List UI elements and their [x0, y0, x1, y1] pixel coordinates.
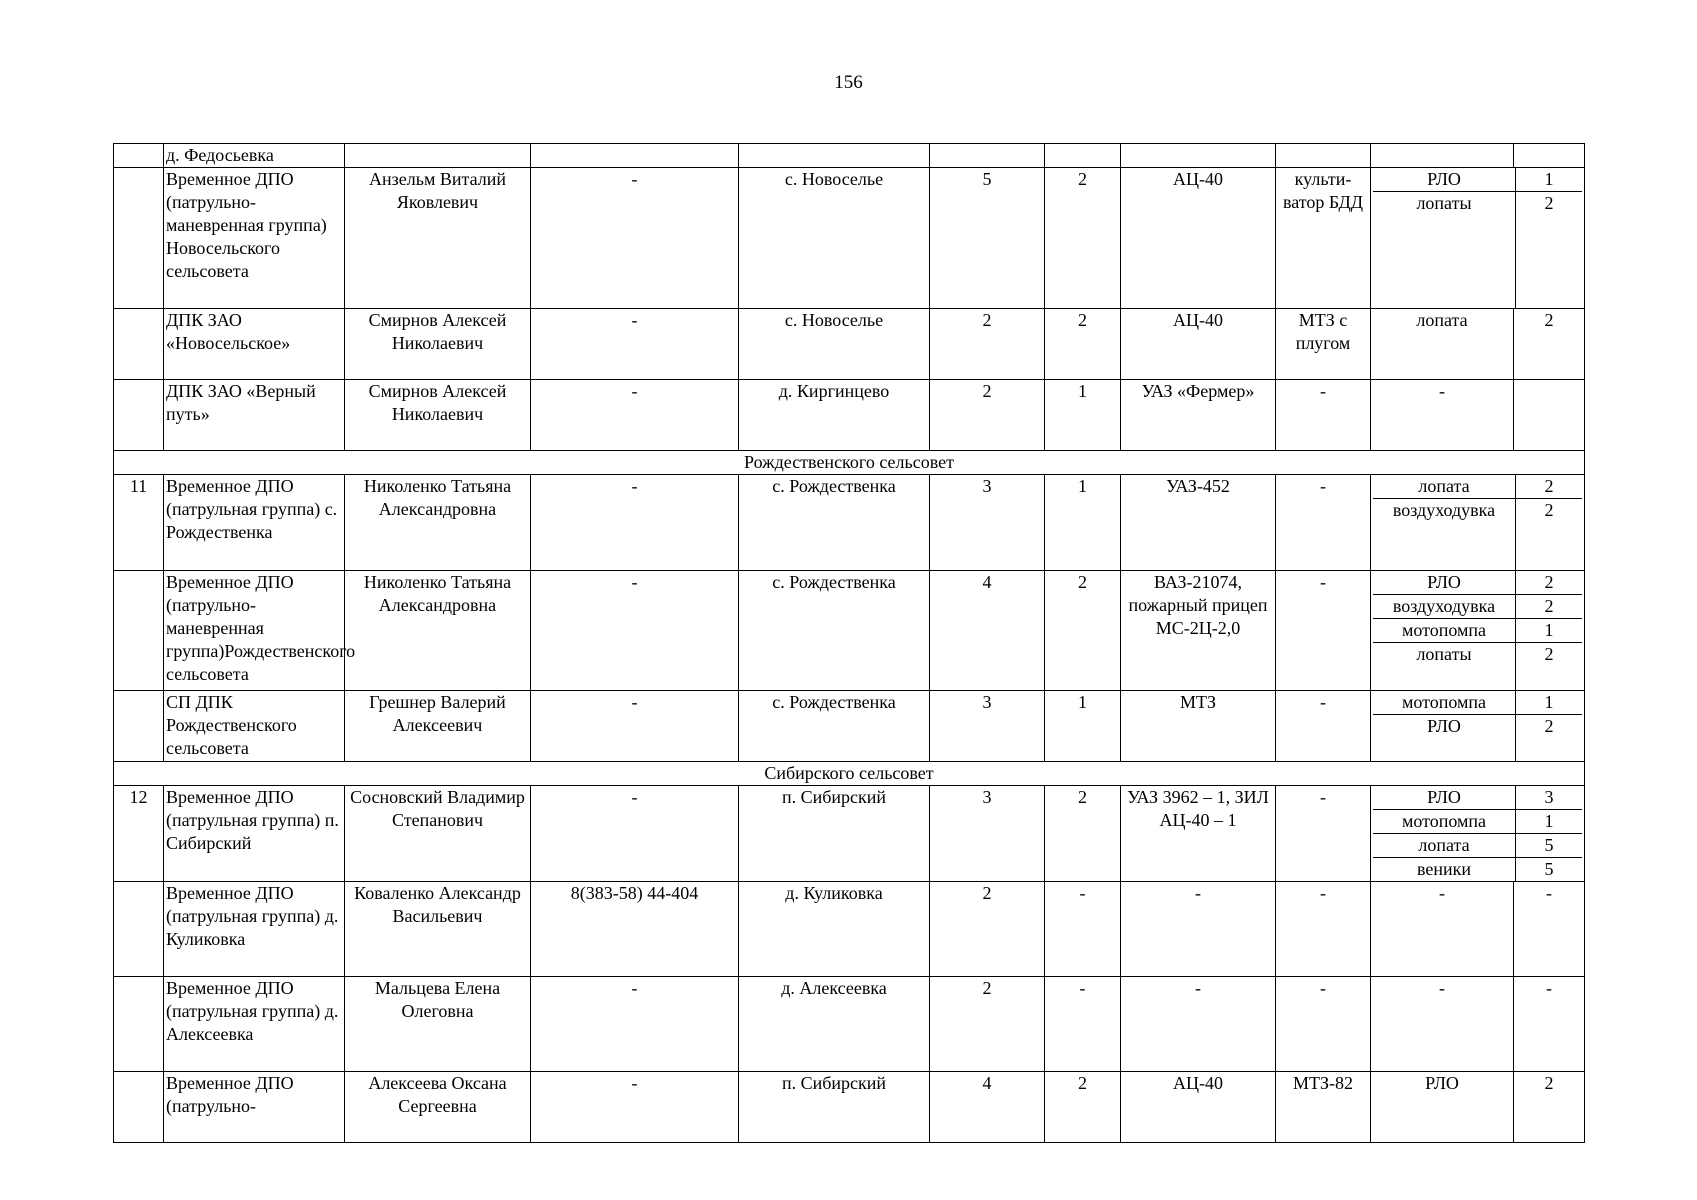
equipment-qty-cell: 2 [1514, 309, 1585, 380]
tech-cell: - [1276, 786, 1371, 882]
people-cell: 5 [930, 168, 1045, 309]
people-cell: 2 [930, 882, 1045, 977]
equipment-name-cell: - [1371, 380, 1514, 451]
table-row [114, 144, 1585, 168]
phone-cell: - [531, 475, 739, 571]
head-name-cell: Сосновский Владимир Степанович [345, 786, 531, 882]
section-title: Рождественского сельсовет [114, 451, 1585, 475]
tech-cell: - [1276, 691, 1371, 762]
place-cell: с. Новоселье [739, 309, 930, 380]
unit-name-cell: ДПК ЗАО «Новосельское» [164, 309, 345, 380]
equipment-qty-cell: - [1514, 882, 1585, 977]
units-cell: 1 [1045, 380, 1121, 451]
table-row [114, 309, 1585, 380]
equipment-name-cell: - [1371, 977, 1514, 1072]
equipment-line: лопата 2 [1373, 475, 1582, 499]
equipment-cell [1371, 571, 1585, 691]
phone-cell: - [531, 977, 739, 1072]
unit-name-cell: Временное ДПО (патрульно-маневренная группа)Рождественского сельсовета [164, 571, 345, 691]
units-cell: 2 [1045, 786, 1121, 882]
head-name-cell: Николенко Татьяна Александровна [345, 571, 531, 691]
equipment-line: РЛО 2 [1373, 571, 1582, 595]
people-cell: 2 [930, 380, 1045, 451]
phone-cell: - [531, 168, 739, 309]
equipment-line: РЛО 1 [1373, 168, 1582, 192]
equipment-name-cell: лопата [1371, 309, 1514, 380]
vehicle-cell: АЦ-40 [1121, 309, 1276, 380]
units-cell: 2 [1045, 1072, 1121, 1143]
people-cell: 3 [930, 786, 1045, 882]
unit-name-cell: Временное ДПО (патрульно-маневренная группа) Новосельского сельсовета [164, 168, 345, 309]
table-row [114, 977, 1585, 1072]
equipment-line: лопаты 2 [1373, 643, 1582, 690]
equipment-line: мотопомпа 1 [1373, 810, 1582, 834]
table-row [114, 691, 1585, 762]
row-number-cell: 12 [114, 786, 164, 882]
vehicle-cell: - [1121, 977, 1276, 1072]
place-cell: д. Куликовка [739, 882, 930, 977]
head-name-cell: Коваленко Александр Васильевич [345, 882, 531, 977]
head-name-cell: Мальцева Елена Олеговна [345, 977, 531, 1072]
table-row [114, 380, 1585, 451]
table-row [114, 1072, 1585, 1143]
phone-cell: - [531, 571, 739, 691]
section-row [114, 451, 1585, 475]
phone-cell: - [531, 691, 739, 762]
phone-cell: - [531, 309, 739, 380]
equipment-line: веники 5 [1373, 858, 1582, 881]
vehicle-cell: - [1121, 882, 1276, 977]
unit-name-cell: Временное ДПО (патрульная группа) д. Алексеевка [164, 977, 345, 1072]
equipment-line: мотопомпа 1 [1373, 619, 1582, 643]
table-row [114, 571, 1585, 691]
head-name-cell: Алексеева Оксана Сергеевна [345, 1072, 531, 1143]
units-cell: 2 [1045, 571, 1121, 691]
equipment-qty-cell [1514, 380, 1585, 451]
equipment-cell [1371, 475, 1585, 571]
tech-cell: МТЗ с плугом [1276, 309, 1371, 380]
people-cell: 4 [930, 571, 1045, 691]
equipment-line: воздуходувка 2 [1373, 595, 1582, 619]
row-number-cell: 11 [114, 475, 164, 571]
equipment-line: РЛО 2 [1373, 715, 1582, 761]
equipment-qty-cell: 2 [1514, 1072, 1585, 1143]
unit-name-cell: Временное ДПО (патрульно- [164, 1072, 345, 1143]
equipment-name-cell: РЛО [1371, 1072, 1514, 1143]
section-title: Сибирского сельсовет [114, 762, 1585, 786]
vehicle-cell: УАЗ 3962 – 1, ЗИЛ АЦ-40 – 1 [1121, 786, 1276, 882]
fire-units-table [113, 143, 1585, 1143]
equipment-cell [1371, 691, 1585, 762]
phone-cell: 8(383-58) 44-404 [531, 882, 739, 977]
vehicle-cell: АЦ-40 [1121, 168, 1276, 309]
table-row [114, 882, 1585, 977]
equipment-cell [1371, 168, 1585, 309]
tech-cell: - [1276, 380, 1371, 451]
tech-cell: - [1276, 571, 1371, 691]
tech-cell: - [1276, 882, 1371, 977]
head-name-cell: Анзельм Виталий Яковлевич [345, 168, 531, 309]
table-row [114, 786, 1585, 882]
tech-cell: МТЗ-82 [1276, 1072, 1371, 1143]
units-cell: 2 [1045, 168, 1121, 309]
place-cell: д. Киргинцево [739, 380, 930, 451]
head-name-cell: Грешнер Валерий Алексеевич [345, 691, 531, 762]
place-cell: с. Рождественка [739, 571, 930, 691]
phone-cell: - [531, 786, 739, 882]
table-row [114, 475, 1585, 571]
people-cell: 2 [930, 309, 1045, 380]
equipment-qty-cell: - [1514, 977, 1585, 1072]
units-cell: 1 [1045, 691, 1121, 762]
tech-cell: - [1276, 977, 1371, 1072]
place-cell: с. Рождественка [739, 691, 930, 762]
vehicle-cell: АЦ-40 [1121, 1072, 1276, 1143]
equipment-line: воздуходувка 2 [1373, 499, 1582, 570]
phone-cell: - [531, 380, 739, 451]
vehicle-cell: ВАЗ-21074, пожарный прицеп МС-2Ц-2,0 [1121, 571, 1276, 691]
tech-cell: - [1276, 475, 1371, 571]
unit-name-cell: Временное ДПО (патрульная группа) д. Куликовка [164, 882, 345, 977]
unit-name-cell: СП ДПК Рождественского сельсовета [164, 691, 345, 762]
units-cell: 1 [1045, 475, 1121, 571]
tech-cell: культи-ватор БДД [1276, 168, 1371, 309]
units-cell: - [1045, 977, 1121, 1072]
place-cell: с. Новоселье [739, 168, 930, 309]
unit-name-cell: Временное ДПО (патрульная группа) п. Сибирский [164, 786, 345, 882]
equipment-line: РЛО 3 [1373, 786, 1582, 810]
row-number-cell [114, 144, 164, 168]
equipment-name-cell: - [1371, 882, 1514, 977]
unit-name-cell: ДПК ЗАО «Верный путь» [164, 380, 345, 451]
place-cell: с. Рождественка [739, 475, 930, 571]
people-cell: 2 [930, 977, 1045, 1072]
phone-cell: - [531, 1072, 739, 1143]
vehicle-cell: УАЗ «Фермер» [1121, 380, 1276, 451]
head-name-cell: Смирнов Алексей Николаевич [345, 380, 531, 451]
unit-name-cell: д. Федосьевка [164, 144, 345, 168]
unit-name-cell: Временное ДПО (патрульная группа) с. Рождественка [164, 475, 345, 571]
table-row [114, 168, 1585, 309]
people-cell: 4 [930, 1072, 1045, 1143]
place-cell: п. Сибирский [739, 786, 930, 882]
people-cell: 3 [930, 691, 1045, 762]
head-name-cell: Николенко Татьяна Александровна [345, 475, 531, 571]
equipment-cell [1371, 786, 1585, 882]
head-name-cell: Смирнов Алексей Николаевич [345, 309, 531, 380]
vehicle-cell: МТЗ [1121, 691, 1276, 762]
place-cell: п. Сибирский [739, 1072, 930, 1143]
equipment-line: лопата 5 [1373, 834, 1582, 858]
people-cell: 3 [930, 475, 1045, 571]
equipment-line: мотопомпа 1 [1373, 691, 1582, 715]
units-cell: 2 [1045, 309, 1121, 380]
equipment-line: лопаты 2 [1373, 192, 1582, 308]
page-number: 156 [834, 72, 863, 93]
place-cell: д. Алексеевка [739, 977, 930, 1072]
vehicle-cell: УАЗ-452 [1121, 475, 1276, 571]
units-cell: - [1045, 882, 1121, 977]
section-row [114, 762, 1585, 786]
